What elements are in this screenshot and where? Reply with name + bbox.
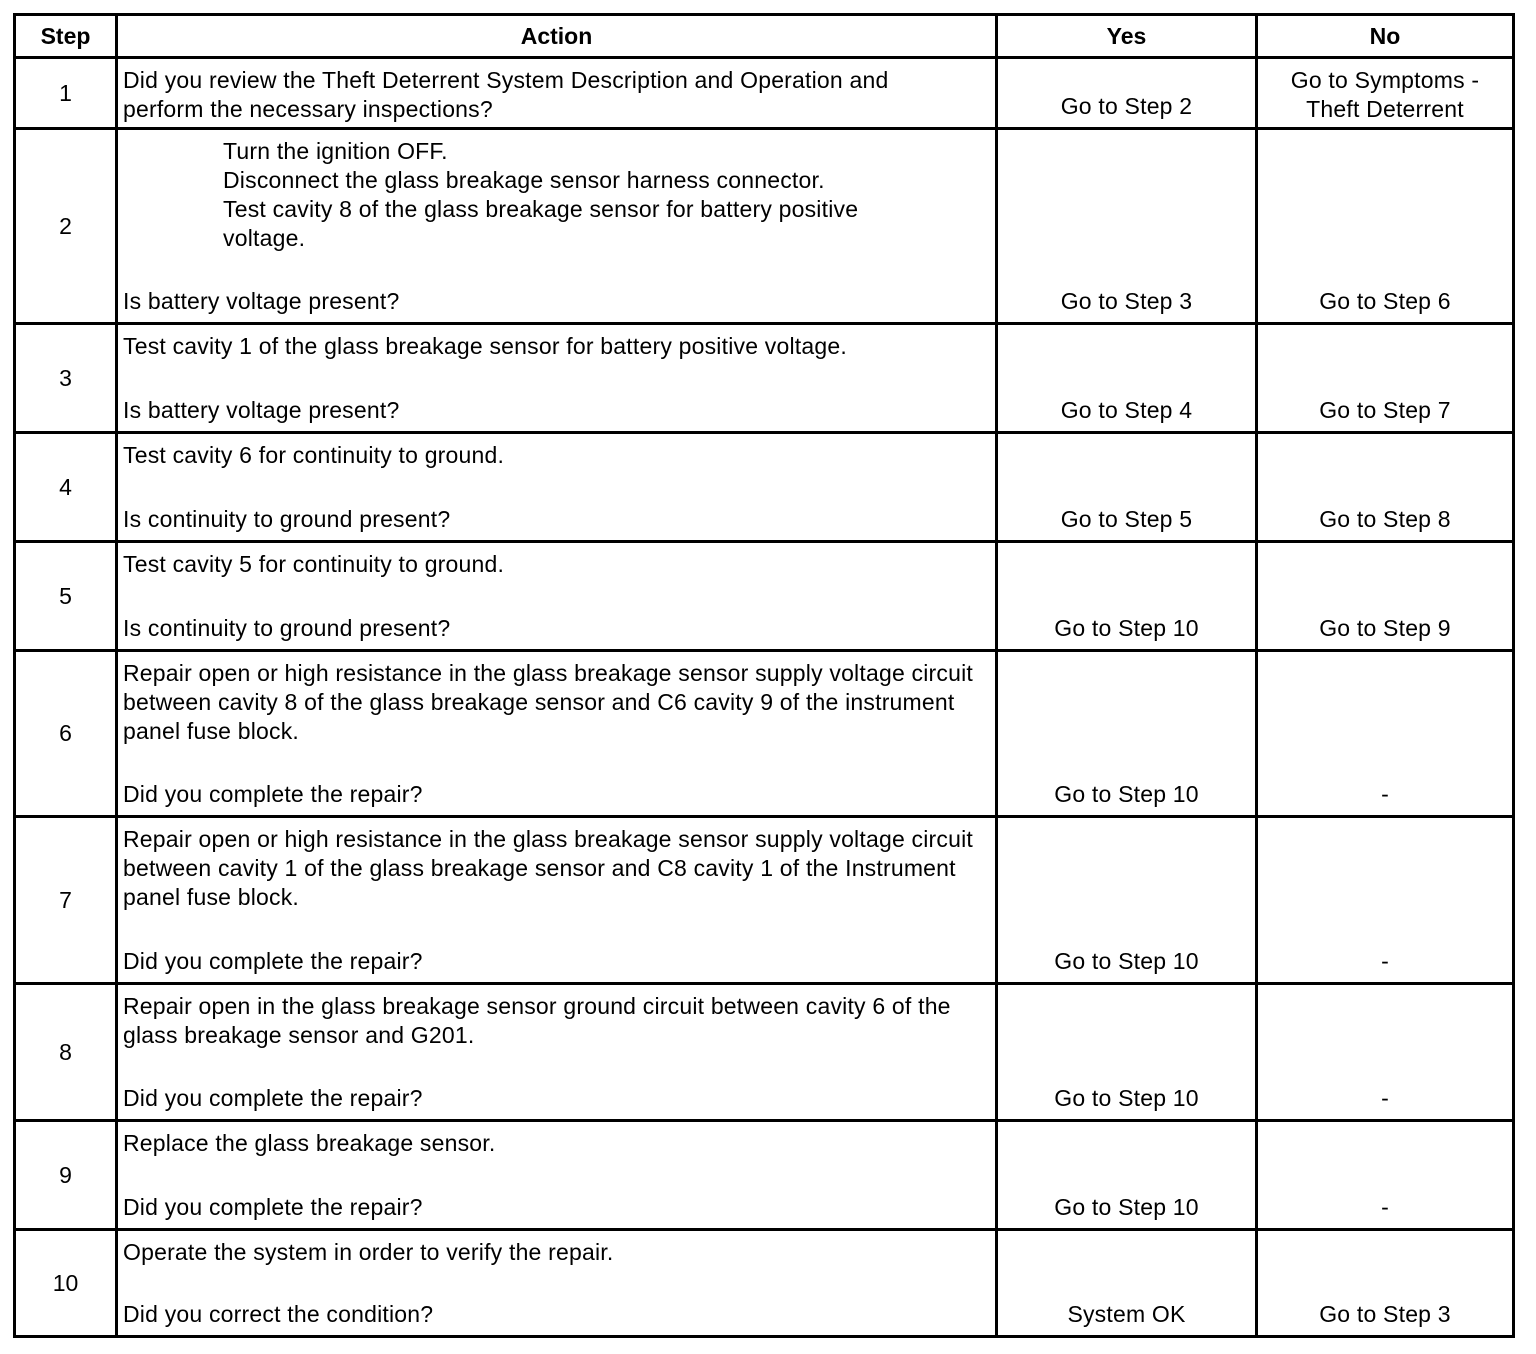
table-row-step-2: [16, 127, 1512, 322]
yes-result: System OK: [1067, 1301, 1186, 1327]
header-no: No: [1255, 16, 1512, 56]
step-number: 4: [59, 473, 72, 500]
diagnostic-table: [13, 13, 1515, 1338]
action-list-item: Disconnect the glass breakage sensor harness connector.: [223, 167, 825, 193]
action-cell: [115, 1122, 995, 1228]
yes-result: Go to Step 5: [1060, 506, 1193, 532]
yes-result: Go to Step 3: [1060, 288, 1193, 314]
no-cell: [1255, 818, 1512, 982]
action-instruction: Test cavity 6 for continuity to ground.: [123, 442, 505, 468]
yes-result: Go to Step 4: [1060, 397, 1193, 423]
action-instruction: Operate the system in order to verify the repair.: [123, 1239, 614, 1265]
action-cell: [115, 818, 995, 982]
table-row-step-1: [16, 56, 1512, 127]
step-number: 6: [59, 720, 72, 746]
yes-cell: [995, 1231, 1255, 1335]
no-result: Go to Step 6: [1319, 288, 1451, 314]
action-question: Did you correct the condition?: [123, 1301, 434, 1327]
no-cell: [1255, 434, 1512, 540]
yes-result: Go to Step 10: [1054, 1194, 1199, 1220]
action-instruction: Repair open or high resistance in the glass breakage sensor supply voltage circuit between cavity 8 of the glass breakage sensor and C6 cavity 9 of the instrument panel fuse block.: [123, 660, 973, 744]
action-cell: [115, 130, 995, 322]
header-yes: Yes: [995, 16, 1255, 56]
no-result: Go to Step 7: [1319, 397, 1451, 423]
yes-result: Go to Step 2: [1060, 93, 1193, 119]
action-question: Is battery voltage present?: [123, 397, 400, 423]
table-row-step-10: [16, 1228, 1512, 1335]
no-result: Go to Symptoms - Theft Deterrent: [1290, 67, 1480, 122]
yes-result: Go to Step 10: [1054, 948, 1199, 974]
step-number: 10: [52, 1269, 79, 1296]
table-row-step-5: [16, 540, 1512, 649]
no-result: Go to Step 8: [1319, 506, 1451, 532]
table-row-step-7: [16, 815, 1512, 982]
table-row-step-8: [16, 982, 1512, 1119]
no-cell: [1255, 1231, 1512, 1335]
yes-cell: [995, 434, 1255, 540]
no-cell: [1255, 652, 1512, 815]
action-list-item: Turn the ignition OFF.: [223, 138, 448, 164]
action-instruction: Repair open or high resistance in the glass breakage sensor supply voltage circuit between cavity 1 of the glass breakage sensor and C8 cavity 1 of the Instrument panel fuse block.: [123, 826, 973, 910]
action-instruction: Replace the glass breakage sensor.: [123, 1130, 496, 1156]
yes-result: Go to Step 10: [1054, 615, 1199, 641]
yes-cell: [995, 130, 1255, 322]
action-question: Is continuity to ground present?: [123, 615, 451, 641]
yes-cell: [995, 59, 1255, 127]
no-result: -: [1381, 1085, 1389, 1111]
action-question: Is continuity to ground present?: [123, 506, 451, 532]
yes-result: Go to Step 10: [1054, 781, 1199, 807]
action-cell: [115, 434, 995, 540]
action-question: Is battery voltage present?: [123, 288, 400, 314]
step-number: 2: [59, 212, 72, 239]
no-cell: [1255, 59, 1512, 127]
yes-result: Go to Step 10: [1054, 1085, 1199, 1111]
step-number: 8: [59, 1038, 72, 1065]
action-list-item: Test cavity 8 of the glass breakage sensor for battery positive voltage.: [223, 196, 859, 251]
step-number: 7: [59, 886, 72, 913]
step-number: 9: [59, 1161, 72, 1188]
no-result: -: [1381, 1194, 1389, 1220]
yes-cell: [995, 652, 1255, 815]
yes-cell: [995, 985, 1255, 1119]
action-cell: [115, 1231, 995, 1335]
table-row-step-3: [16, 322, 1512, 431]
yes-cell: [995, 325, 1255, 431]
no-result: -: [1381, 781, 1389, 807]
no-result: Go to Step 3: [1319, 1301, 1451, 1327]
no-cell: [1255, 985, 1512, 1119]
no-cell: [1255, 325, 1512, 431]
action-instruction: Test cavity 5 for continuity to ground.: [123, 551, 505, 577]
table-row-step-6: [16, 649, 1512, 815]
table-row-step-4: [16, 431, 1512, 540]
action-cell: [115, 652, 995, 815]
action-cell: [115, 325, 995, 431]
yes-cell: [995, 1122, 1255, 1228]
table-header-row: [16, 16, 1512, 56]
action-instruction: Did you review the Theft Deterrent System Description and Operation and perform the necessary inspections?: [123, 67, 889, 122]
no-result: Go to Step 9: [1319, 615, 1451, 641]
action-question: Did you complete the repair?: [123, 781, 423, 807]
no-cell: [1255, 130, 1512, 322]
action-question: Did you complete the repair?: [123, 948, 423, 974]
action-cell: [115, 543, 995, 649]
action-question: Did you complete the repair?: [123, 1194, 423, 1220]
action-cell: [115, 985, 995, 1119]
yes-cell: [995, 543, 1255, 649]
no-cell: [1255, 543, 1512, 649]
no-cell: [1255, 1122, 1512, 1228]
action-instruction-list: [223, 137, 915, 253]
step-number: 1: [59, 79, 72, 106]
action-instruction: Repair open in the glass breakage sensor ground circuit between cavity 6 of the glass breakage sensor and G201.: [123, 993, 951, 1048]
step-number: 3: [59, 364, 72, 391]
table-row-step-9: [16, 1119, 1512, 1228]
header-action: Action: [115, 16, 995, 56]
yes-cell: [995, 818, 1255, 982]
action-instruction: Test cavity 1 of the glass breakage sensor for battery positive voltage.: [123, 333, 847, 359]
step-number: 5: [59, 582, 72, 609]
action-question: Did you complete the repair?: [123, 1085, 423, 1111]
header-step: Step: [40, 22, 91, 49]
action-cell: [115, 59, 995, 127]
no-result: -: [1381, 948, 1389, 974]
